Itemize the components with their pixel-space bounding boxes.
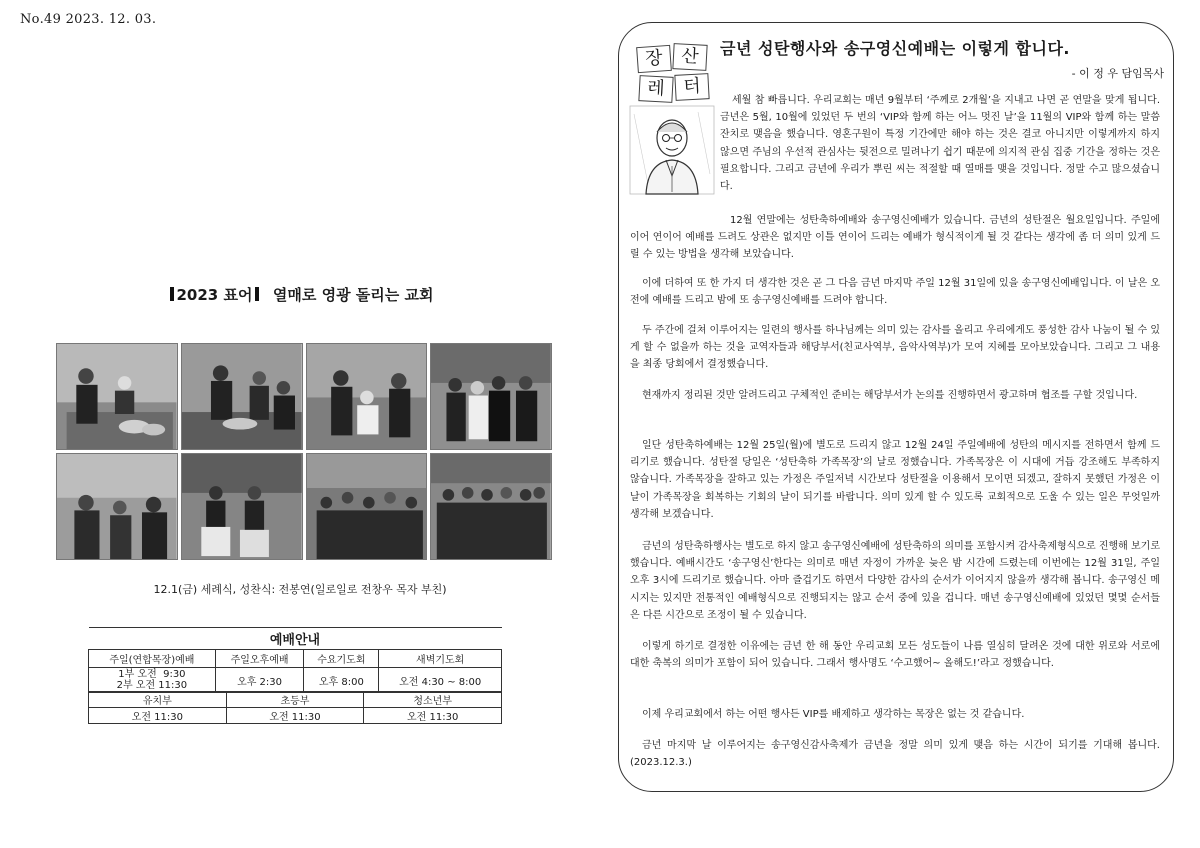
church-motto: [0, 284, 600, 305]
schedule-value: 오후 2:30: [215, 668, 304, 693]
letter-paragraph: 이제 우리교회에서 하는 어떤 행사든 VIP를 배제하고 생각하는 목장은 없는 것 같습니다.: [642, 709, 1025, 720]
photo-7: [306, 453, 428, 560]
letter-body: [630, 706, 1160, 723]
badge-char: 산: [672, 43, 707, 71]
badge-char: 터: [674, 73, 709, 101]
letter-paragraph: 이에 더하여 또 한 가지 더 생각한 것은 곧 그 다음 금년 마지막 주일 12월 31일에 있을 송구영신예배입니다. 이 날은 오전에 예배를 드리고 밤에 또 송구영신예배를 드려야 합니다.: [630, 278, 1160, 307]
letter-paragraph: 두 주간에 걸쳐 이루어지는 일련의 행사를 하나님께는 의미 있는 감사를 올리고 우리에게도 풍성한 감사 나눔이 될 수 있게 할 수 없을까 하는 것을 교역자들과 해당부서(친교사역부, 음악사역부)가 모여 지혜를 모아보았습니다. 그리고 그 내용을 최종 당회에서 결정했습니다.: [630, 325, 1160, 371]
photo-8: [430, 453, 552, 560]
dept-value: 오전 11:30: [226, 708, 364, 724]
schedule-value: 오전 4:30 ~ 8:00: [379, 668, 502, 693]
sunday-service-times: [89, 668, 216, 693]
motto-bar-right: [255, 287, 259, 301]
letter-body: [630, 212, 1160, 264]
letter-body: [630, 437, 1160, 523]
motto-text: 열매로 영광 돌리는 교회: [272, 286, 434, 304]
photo-caption: 12.1(금) 세례식, 성찬식: 전봉연(일로일로 전창우 목자 부친): [153, 583, 447, 596]
letter-paragraph: 이렇게 하기로 결정한 이유에는 금년 한 해 동안 우리교회 모든 성도들이 나름 열심히 달려온 것에 대한 위로와 서로에 대한 축복의 의미가 포함이 되어 있습니다. 그래서 행사명도 ‘수고했어~ 올해도!’라고 정했습니다.: [630, 641, 1160, 670]
pastor-portrait-sketch: [628, 104, 716, 196]
letter-paragraph: 금년 마지막 날 이루어지는 송구영신감사축제가 금년을 정말 의미 있게 맺음 하는 시간이 되기를 기대해 봅니다.(2023.12.3.): [630, 740, 1160, 769]
letter-paragraph: 일단 성탄축하예배는 12월 25일(월)에 별도로 드리지 않고 12월 24일 주일예배에 성탄의 메시지를 전하면서 함께 드리기로 했습니다. 성탄절 당일은 ‘성탄축하 가족목장’의 날로 정했습니다. 가족목장은 이 시대에 거듭 강조해도 부족하지 않습니다. 가족목장을 잘하고 있는 가정은 주일저녁 시간보다 성탄절을 이용해서 모이면 되겠고, 잘하지 못했던 가정은 이 날이 가족목장을 회복하는 기회의 날이 되기를 바랍니다. 의미 있게 할 수 있도록 교회적으로 도울 수 있는 일은 무엇일까 생각해 보겠습니다.: [630, 440, 1160, 520]
photo-2: [181, 343, 303, 450]
motto-bar-left: [170, 287, 174, 301]
badge-char: 장: [636, 45, 672, 73]
dept-header: 유치부: [89, 692, 227, 708]
photo-4: [430, 343, 552, 450]
photo-6: [181, 453, 303, 560]
letter-author: - 이 정 우 담임목사: [1071, 67, 1164, 80]
letter-paragraph: 현재까지 정리된 것만 알려드리고 구체적인 준비는 해당부서가 논의를 진행하면서 광고하며 협조를 구할 것입니다.: [642, 390, 1138, 401]
letter-body: [630, 275, 1160, 309]
schedule-title: 예배안내: [89, 628, 502, 650]
schedule-value: 오후 8:00: [304, 668, 379, 693]
letter-body: [630, 322, 1160, 374]
dept-value: 오전 11:30: [89, 708, 227, 724]
letter-paragraph: 금년의 성탄축하행사는 별도로 하지 않고 송구영신예배에 성탄축하의 의미를 포함시켜 감사축제형식으로 진행해 보기로 했습니다. 예배시간도 ‘송구영신’한다는 의미로 매년 자정이 가까운 늦은 밤 시간에 드렸는데 이번에는 12월 31일, 주일 오후 3시에 드리기로 했습니다. 아마 즐겁기도 하면서 다양한 감사의 순서가 이어지지 않을까 생각해 봅니다. 송구영신 메시지는 있지만 전통적인 예배형식으로 진행되지는 않고 순서 중에 있을 겁니다. 매년 송구영신예배에 있었던 몇몇 순서들은 다른 시간으로 조정이 될 수 있습니다.: [630, 541, 1160, 621]
dept-header: 청소년부: [364, 692, 502, 708]
motto-year: 2023 표어: [176, 286, 253, 304]
schedule-header: 새벽기도회: [379, 650, 502, 668]
dept-header: 초등부: [226, 692, 364, 708]
worship-schedule-table: [88, 627, 502, 693]
issue-number: No.49 2023. 12. 03.: [20, 12, 157, 27]
department-schedule-table: [88, 691, 502, 724]
letter-paragraph: 12월 연말에는 성탄축하예배와 송구영신예배가 있습니다. 금년의 성탄절은 월요일입니다. 주일에 이어 연이어 예배를 드려도 상관은 없지만 이틀 연이어 드리는 예배가 형식적이게 될 것 같다는 생각에 좀 더 의미 있게 드릴 수 있는 방법을 생각해 보았습니다.: [630, 215, 1160, 261]
dept-value: 오전 11:30: [364, 708, 502, 724]
badge-char: 레: [638, 75, 673, 103]
letter-badge: [633, 44, 715, 104]
letter-body: [630, 538, 1160, 624]
sunday-first-service: 1부 오전 9:30: [118, 669, 186, 680]
letter-paragraph-intro: 세월 참 빠릅니다. 우리교회는 매년 9월부터 ‘주께로 2개월’을 지내고 나면 곧 연말을 맞게 됩니다. 금년은 5월, 10월에 있었던 두 번의 ‘VIP와 함께 하는 어느 멋진 날’을 11월의 VIP와 함께 하는 말씀 잔치로 맺음을 했습니다. 영혼구원이 특정 기간에만 해야 하는 것은 결코 아니지만 이렇게까지 하지 않으면 주님의 우선적 관심사는 뒷전으로 밀려나기 쉽기 때문에 의지적 관심 집중 기간을 정하는 것은 필요합니다. 그리고 금년에 우리가 뿌린 씨는 적절할 때 열매를 맺을 것입니다. 정말 수고 많으셨습니다.: [720, 95, 1160, 193]
letter-title: 금년 성탄행사와 송구영신예배는 이렇게 합니다.: [720, 39, 1070, 58]
schedule-header: 주일(연합목장)예배: [89, 650, 216, 668]
schedule-header: 수요기도회: [304, 650, 379, 668]
letter-body: [630, 737, 1160, 771]
schedule-header: 주일오후예배: [215, 650, 304, 668]
sunday-second-service: 2부 오전 11:30: [116, 680, 188, 691]
photo-3: [306, 343, 428, 450]
photo-5: [56, 453, 178, 560]
letter-body: [630, 387, 1160, 404]
photo-1: [56, 343, 178, 450]
photo-collage: [56, 343, 552, 560]
letter-body: [630, 638, 1160, 672]
